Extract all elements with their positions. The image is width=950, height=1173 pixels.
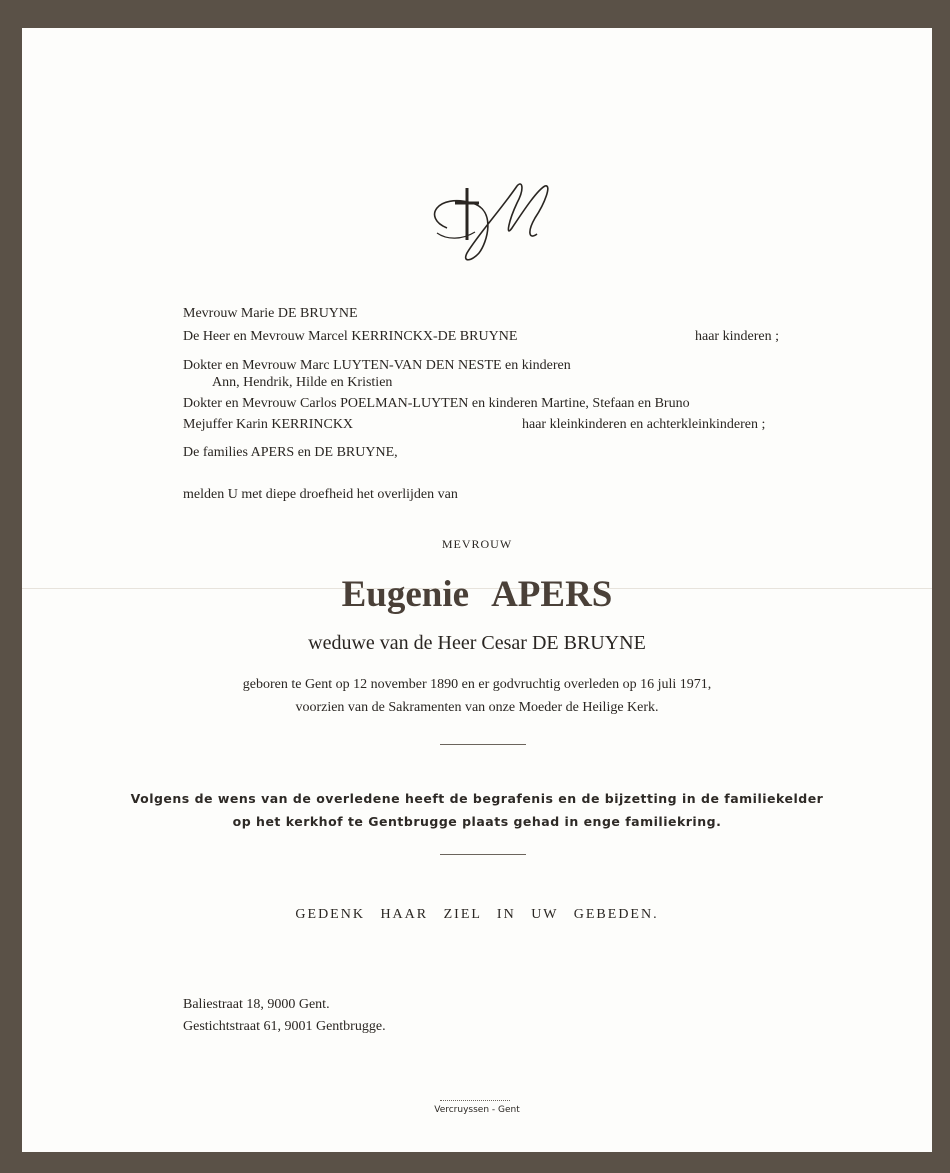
announcement-text: melden U met diepe droefheid het overlijden van (183, 487, 458, 502)
salutation: MEVROUW (441, 537, 513, 551)
funeral-text: Volgens de wens van de overledene heeft de begrafenis en de bijzetting in de familiekelder (130, 791, 824, 806)
printer-mark: Vercruyssen - Gent (434, 1105, 520, 1115)
address-line: Baliestraat 18, 9000 Gent. (183, 997, 330, 1012)
divider (440, 744, 526, 745)
first-name: Eugenie (341, 574, 470, 615)
family-line: De families APERS en DE BRUYNE, (183, 445, 398, 460)
printer-rule (440, 1100, 510, 1101)
family-relation: haar kinderen ; (695, 329, 779, 344)
deceased-name (22, 576, 932, 613)
family-line: De Heer en Mevrouw Marcel KERRINCKX-DE BRUYNE (183, 329, 518, 344)
birth-death-dates: geboren te Gent op 12 november 1890 en er godvruchtig overleden op 16 juli 1971, (242, 677, 712, 692)
address-line: Gestichtstraat 61, 9001 Gentbrugge. (183, 1019, 386, 1034)
family-line: Dokter en Mevrouw Marc LUYTEN-VAN DEN NESTE en kinderen (183, 358, 571, 373)
sacraments-text: voorzien van de Sakramenten van onze Moeder de Heilige Kerk. (295, 700, 659, 715)
mourning-card (22, 28, 932, 1152)
funeral-text: op het kerkhof te Gentbrugge plaats gehad in enge familiekring. (232, 814, 722, 829)
family-line: Dokter en Mevrouw Carlos POELMAN-LUYTEN en kinderen Martine, Stefaan en Bruno (183, 396, 690, 411)
family-line: Mejuffer Karin KERRINCKX (183, 417, 354, 432)
family-line: Ann, Hendrik, Hilde en Kristien (212, 375, 393, 390)
widow-of: weduwe van de Heer Cesar DE BRUYNE (308, 632, 646, 654)
family-relation: haar kleinkinderen en achterkleinkinderen ; (522, 417, 766, 432)
family-line: Mevrouw Marie DE BRUYNE (183, 306, 358, 321)
last-name: APERS (491, 574, 613, 615)
prayer-text: GEDENK HAAR ZIEL IN UW GEBEDEN. (295, 907, 659, 922)
divider (440, 854, 526, 855)
cross-monogram-icon (417, 158, 557, 268)
